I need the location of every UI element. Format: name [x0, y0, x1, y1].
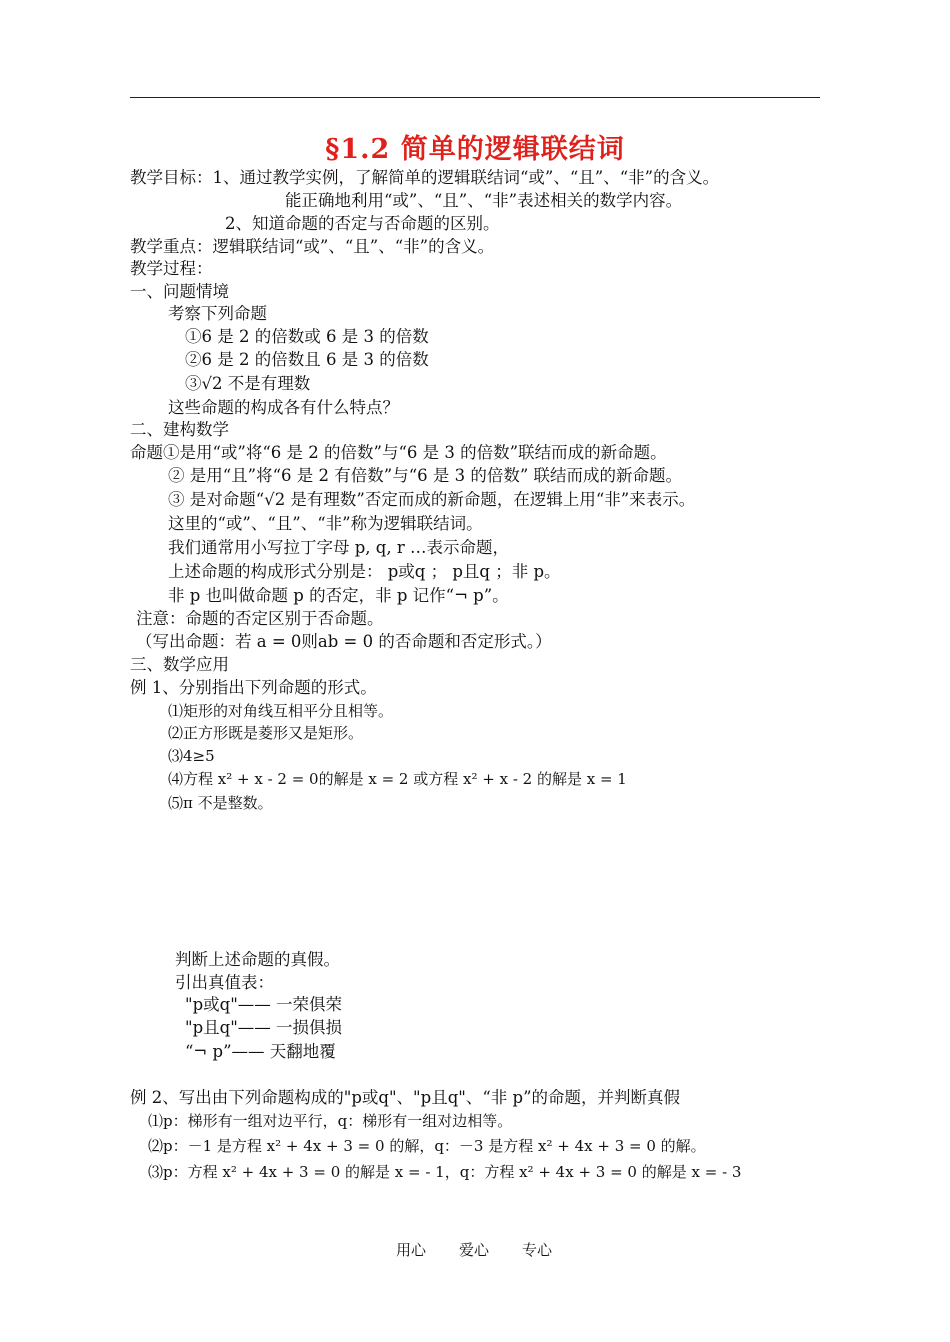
truth-table-row: “¬ p”—— 天翻地覆 — [185, 1042, 336, 1061]
example-2-item: ⑶p：方程 x² + 4x + 3 = 0 的解是 x = - 1，q：方程 x² + 4x + 3 = 0 的解是 x = - 3 — [148, 1163, 742, 1181]
footer-word: 爱心 — [459, 1241, 490, 1259]
objectives-line-2: 能正确地利用“或”、“且”、“非”表述相关的数学内容。 — [285, 191, 683, 210]
section-2-line: 非 p 也叫做命题 p 的否定，非 p 记作“¬ p”。 — [168, 586, 509, 605]
section-1-question: 这些命题的构成各有什么特点？ — [168, 398, 399, 417]
example-2-title: 例 2、写出由下列命题构成的"p或q"、"p且q"、“非 p”的命题，并判断真假 — [130, 1088, 681, 1107]
section-2-line: 我们通常用小写拉丁字母 p, q, r …表示命题， — [168, 538, 509, 557]
page-title: §1.2 简单的逻辑联结词 — [325, 134, 625, 165]
section-1-intro: 考察下列命题 — [168, 304, 267, 323]
judge-line: 判断上述命题的真假。 — [175, 950, 340, 969]
proposition-item: ②6 是 2 的倍数且 6 是 3 的倍数 — [185, 350, 429, 369]
section-2-line: 这里的“或”、“且”、“非”称为逻辑联结词。 — [168, 514, 483, 533]
section-2-heading: 二、建构数学 — [130, 420, 229, 439]
section-3-heading: 三、数学应用 — [130, 655, 229, 674]
section-2-line: ② 是用“且”将“6 是 2 有倍数”与“6 是 3 的倍数” 联结而成的新命题。 — [168, 466, 683, 485]
truth-table-intro: 引出真值表： — [175, 973, 274, 992]
example-1-item: ⑷方程 x² + x - 2 = 0的解是 x = 2 或方程 x² + x - 2 的解是 x = 1 — [168, 770, 627, 788]
section-1-heading: 一、问题情境 — [130, 282, 229, 301]
example-1-title: 例 1、分别指出下列命题的形式。 — [130, 678, 377, 697]
objectives-line-1: 教学目标：1、通过教学实例，了解简单的逻辑联结词“或”、“且”、“非”的含义。 — [130, 168, 720, 187]
truth-table-row: "p且q"—— 一损俱损 — [185, 1018, 343, 1037]
header-rule — [130, 97, 820, 98]
example-1-item: ⑵正方形既是菱形又是矩形。 — [168, 724, 364, 742]
section-2-line: 命题①是用“或”将“6 是 2 的倍数”与“6 是 3 的倍数”联结而成的新命题。 — [130, 443, 667, 462]
section-2-line: ③ 是对命题“√2 是有理数”否定而成的新命题，在逻辑上用“非”来表示。 — [168, 490, 696, 509]
footer-word: 用心 — [396, 1241, 427, 1259]
footer-word: 专心 — [522, 1241, 553, 1259]
teaching-focus: 教学重点：逻辑联结词“或”、“且”、“非”的含义。 — [130, 237, 495, 256]
section-2-line: （写出命题：若 a = 0则ab = 0 的否命题和否定形式。） — [136, 632, 552, 651]
truth-table-row: "p或q"—— 一荣俱荣 — [185, 995, 343, 1014]
proposition-item: ①6 是 2 的倍数或 6 是 3 的倍数 — [185, 327, 429, 346]
example-2-item: ⑵p：－1 是方程 x² + 4x + 3 = 0 的解，q：－3 是方程 x² + 4x + 3 = 0 的解。 — [148, 1137, 706, 1155]
section-2-line: 上述命题的构成形式分别是： p或q ； p且q ；非 p。 — [168, 562, 561, 581]
example-2-item: ⑴p：梯形有一组对边平行，q：梯形有一组对边相等。 — [148, 1112, 513, 1130]
objectives-line-3: 2、知道命题的否定与否命题的区别。 — [225, 214, 500, 233]
section-2-line: 注意：命题的否定区别于否命题。 — [136, 609, 384, 628]
example-1-item: ⑸π 不是整数。 — [168, 794, 273, 812]
example-1-item: ⑶4≥5 — [168, 747, 215, 765]
proposition-item: ③√2 不是有理数 — [185, 374, 311, 393]
teaching-process: 教学过程： — [130, 259, 213, 278]
example-1-item: ⑴矩形的对角线互相平分且相等。 — [168, 702, 394, 720]
